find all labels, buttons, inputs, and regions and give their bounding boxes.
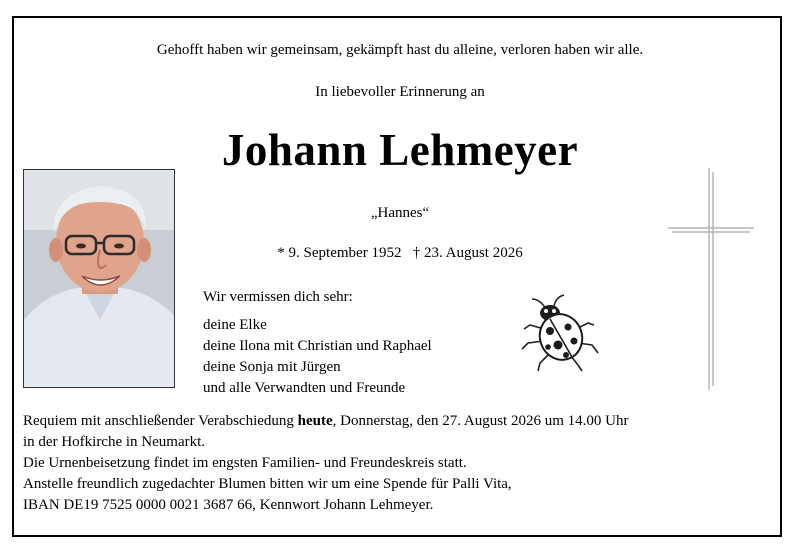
- portrait-illustration: [24, 170, 175, 388]
- mourner-line: und alle Verwandten und Freunde: [203, 380, 406, 396]
- service-line-1: [23, 411, 783, 432]
- deceased-nickname: „Hannes“: [370, 205, 430, 221]
- service-line-2: in der Hofkirche in Neumarkt.: [23, 434, 206, 450]
- memorial-quote: Gehofft haben wir gemeinsam, gekämpft hast du alleine, verloren haben wir alle.: [156, 42, 644, 58]
- service-today: heute: [297, 413, 333, 429]
- cross-icon: [668, 168, 754, 390]
- ladybug-icon: [518, 293, 602, 373]
- life-dates: * 9. September 1952 † 23. August 2026: [277, 245, 523, 261]
- service-text: Requiem mit anschließender Verabschiedung: [23, 413, 298, 429]
- mourner-line: deine Ilona mit Christian und Raphael: [203, 338, 432, 354]
- service-line-5: IBAN DE19 7525 0000 0021 3687 66, Kennwort Johann Lehmeyer.: [23, 497, 434, 513]
- service-details: [23, 411, 783, 516]
- mourners-block: [203, 287, 432, 399]
- service-line-3: Die Urnenbeisetzung findet im engsten Familien- und Freundeskreis statt.: [23, 455, 467, 471]
- mourners-heading: Wir vermissen dich sehr:: [203, 289, 353, 305]
- service-text: , Donnerstag, den 27. August 2026 um 14.00 Uhr: [332, 413, 629, 429]
- mourner-line: deine Sonja mit Jürgen: [203, 359, 341, 375]
- deceased-name: Johann Lehmeyer: [221, 125, 579, 175]
- portrait-photo: [23, 169, 175, 388]
- mourner-line: deine Elke: [203, 317, 267, 333]
- service-line-4: Anstelle freundlich zugedachter Blumen bitten wir um eine Spende für Palli Vita,: [23, 476, 512, 492]
- memorial-intro: In liebevoller Erinnerung an: [315, 84, 485, 100]
